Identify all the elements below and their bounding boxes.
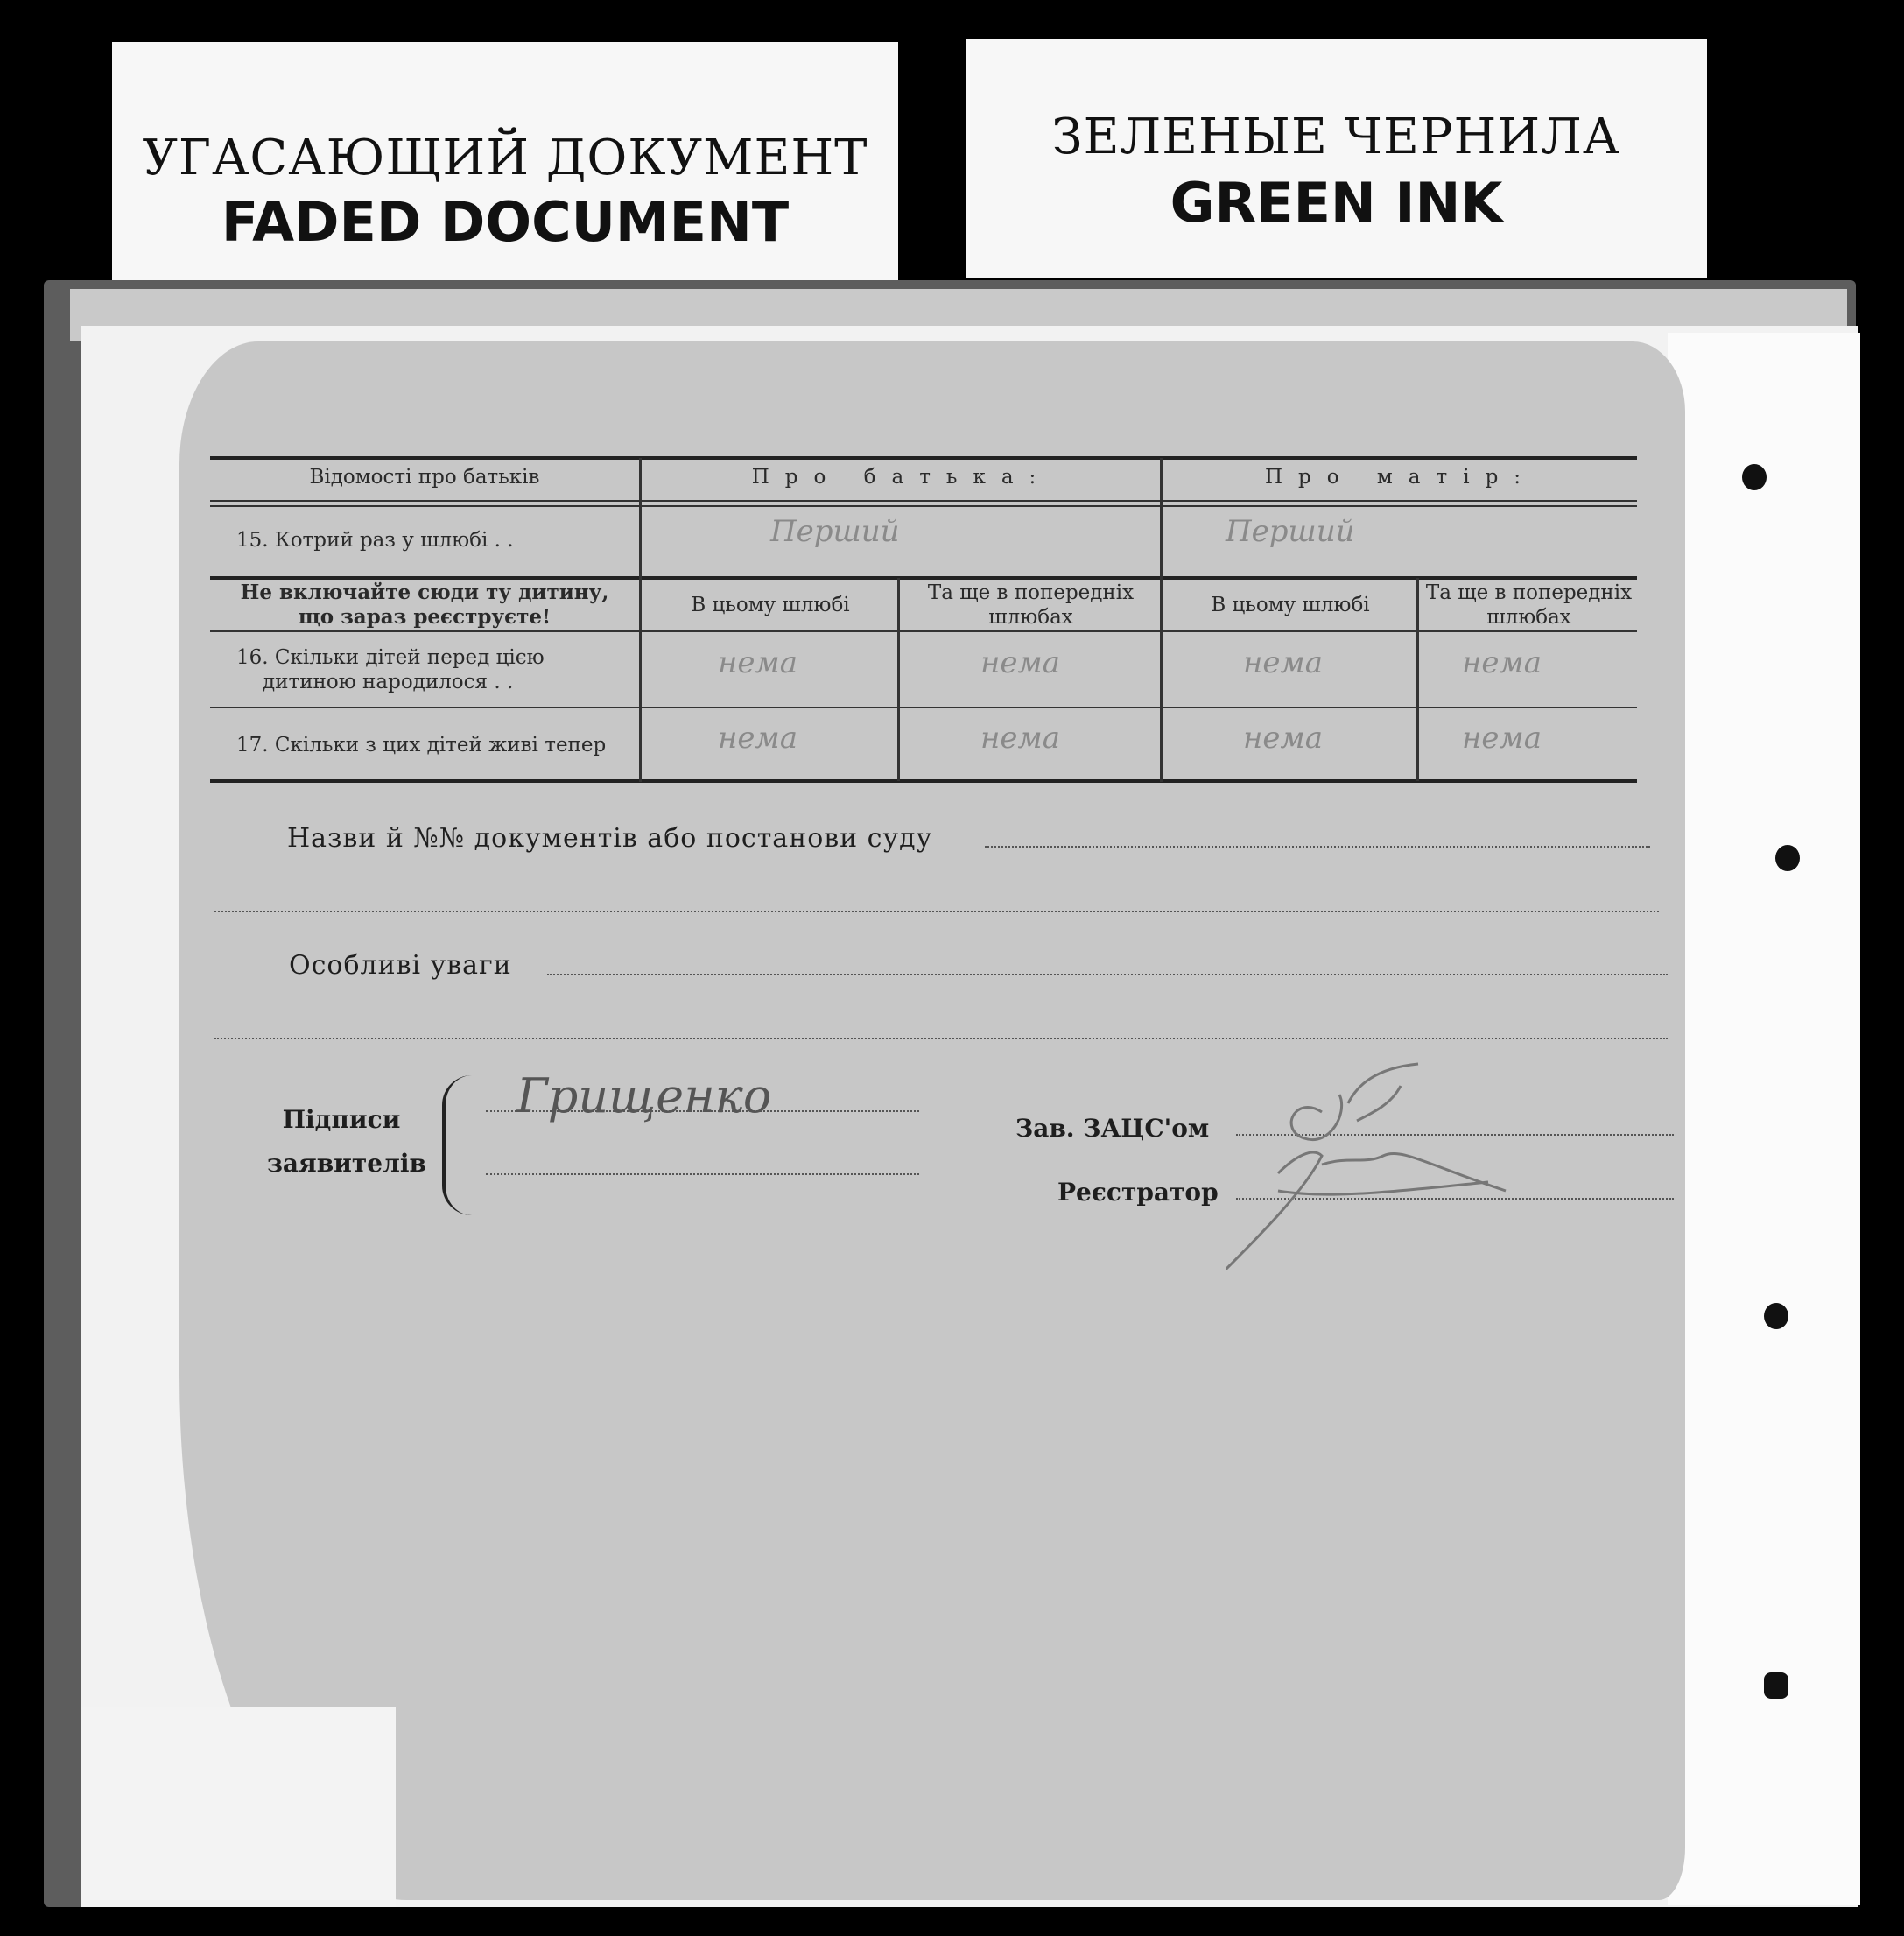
table-column-divider [1416, 578, 1419, 781]
applicants-signatures-label-line1: Підписи [282, 1105, 401, 1134]
applicant-signature-line-2 [486, 1173, 919, 1175]
row16-value: нема [718, 645, 797, 680]
row16-value: нема [980, 645, 1060, 680]
col-father-previous-marriages: Та ще в попередніх шлюбах [927, 581, 1135, 629]
applicants-signatures-label-line2: заявителів [267, 1149, 426, 1178]
remarks-field-line [547, 974, 1668, 975]
registrar-label: Реєстратор [1057, 1178, 1219, 1207]
row17-value: нема [1462, 721, 1542, 756]
header-parents-info: Відомості про батьків [309, 466, 540, 489]
table-rule [210, 500, 1637, 502]
documents-field-label: Назви й №№ документів або постанови суду [287, 823, 933, 854]
col-mother-previous-marriages: Та ще в попередніх шлюбах [1425, 581, 1633, 629]
green-ink-label [966, 39, 1707, 278]
note-exclude-child-line2: що зараз реєструєте! [298, 605, 552, 629]
paper-right-margin [1668, 333, 1860, 1905]
table-column-divider [639, 458, 642, 782]
row17-value: нема [1243, 721, 1323, 756]
official-signatures-drawing [1226, 1060, 1523, 1270]
row17-value: нема [718, 721, 797, 756]
head-of-registry-label: Зав. ЗАЦС'ом [1015, 1114, 1210, 1143]
header-about-mother: Про матір: [1264, 466, 1537, 489]
punch-hole [1742, 464, 1767, 490]
punch-hole [1764, 1303, 1788, 1329]
row15-label: 15. Котрий раз у шлюбі . . [236, 529, 514, 552]
table-rule [210, 707, 1637, 708]
row16-value: нема [1462, 645, 1542, 680]
note-exclude-child-line1: Не включайте сюди ту дитину, [240, 581, 609, 604]
signature-brace [442, 1075, 472, 1215]
row17-label: 17. Скільки з цих дітей живі тепер [236, 734, 607, 757]
documents-field-line [985, 846, 1650, 848]
row16-label-line2: дитиною народилося . . [263, 671, 514, 693]
table-column-divider [1160, 458, 1163, 782]
row16-label-line1: 16. Скільки дітей перед цією [236, 646, 545, 669]
label-right-russian: ЗЕЛЕНЫЕ ЧЕРНИЛА [1051, 109, 1621, 165]
faded-document-label [112, 42, 898, 280]
label-right-english: GREEN INK [1170, 171, 1503, 235]
table-rule [210, 576, 1637, 580]
table-column-divider [897, 578, 900, 781]
row15-father-value: Перший [770, 514, 900, 549]
table-rule [210, 505, 1637, 507]
remarks-field-label: Особливі уваги [289, 950, 512, 981]
remarks-field-line-2 [214, 1038, 1668, 1039]
header-about-father: Про батька: [751, 466, 1052, 489]
punch-hole [1775, 845, 1800, 871]
row16-value: нема [1243, 645, 1323, 680]
col-mother-this-marriage: В цьому шлюбі [1211, 594, 1370, 616]
paper-bottom-corner [81, 1707, 396, 1907]
table-rule [210, 630, 1637, 632]
punch-hole [1764, 1672, 1788, 1699]
label-left-russian: УГАСАЮЩИЙ ДОКУМЕНТ [142, 130, 868, 187]
col-father-this-marriage: В цьому шлюбі [691, 594, 850, 616]
applicant-signature-line [486, 1110, 919, 1112]
table-rule [210, 456, 1637, 460]
table-rule [210, 779, 1637, 783]
documents-field-line-2 [214, 911, 1659, 912]
applicant-signature: Грищенко [516, 1068, 772, 1123]
row15-mother-value: Перший [1226, 514, 1355, 549]
row17-value: нема [980, 721, 1060, 756]
label-left-english: FADED DOCUMENT [221, 190, 790, 254]
